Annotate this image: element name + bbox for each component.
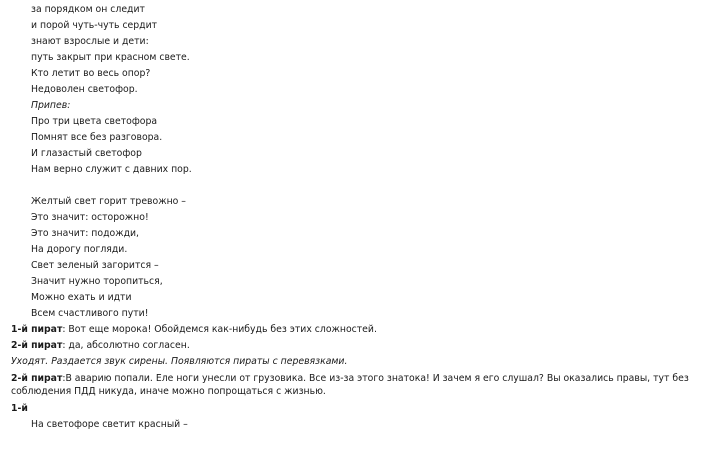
verse-line: Значит нужно торопиться, xyxy=(31,276,163,287)
chorus-line: Нам верно служит с давних пор. xyxy=(31,164,192,175)
chorus-label: Припев: xyxy=(31,100,71,111)
speech-text: : да, абсолютно согласен. xyxy=(62,340,190,351)
chorus-line: И глазастый светофор xyxy=(31,148,142,159)
speech-text: :В аварию попали. Еле ноги унесли от грузовика. Все из-за этого знатока! И зачем я его слушал? Вы оказались правы, тут без соблюдения ПДД никуда, иначе можно попрощаться с жизнью. xyxy=(11,373,689,397)
verse-line: Всем счастливого пути! xyxy=(31,308,149,319)
verse-line: знают взрослые и дети: xyxy=(31,36,149,47)
verse-line: Это значит: осторожно! xyxy=(31,212,149,223)
chorus-line: Помнят все без разговора. xyxy=(31,132,163,143)
chorus-line: Про три цвета светофора xyxy=(31,116,158,127)
verse-line: и порой чуть-чуть сердит xyxy=(31,20,158,31)
verse-line: На светофоре светит красный – xyxy=(31,419,188,430)
verse-line: Это значит: подожди, xyxy=(31,228,139,239)
speech-text: : Вот еще морока! Обойдемся как-нибудь без этих сложностей. xyxy=(62,324,377,335)
verse-line: Свет зеленый загорится – xyxy=(31,260,159,271)
speaker-name: 1-й xyxy=(11,403,28,414)
verse-line: На дорогу погляди. xyxy=(31,244,128,255)
speaker-name: 1-й пират xyxy=(11,324,63,335)
dialogue-line xyxy=(11,403,28,415)
speaker-name: 2-й пират xyxy=(11,340,63,351)
stage-direction: Уходят. Раздается звук сирены. Появляются пираты с перевязками. xyxy=(11,356,348,367)
dialogue-line xyxy=(11,372,701,398)
verse-line: путь закрыт при красном свете. xyxy=(31,52,190,63)
verse-line: за порядком он следит xyxy=(31,4,145,15)
dialogue-line xyxy=(11,340,190,352)
verse-line: Кто летит во весь опор? xyxy=(31,68,151,79)
verse-line: Можно ехать и идти xyxy=(31,292,132,303)
verse-line: Недоволен светофор. xyxy=(31,84,138,95)
verse-line: Желтый свет горит тревожно – xyxy=(31,196,186,207)
speaker-name: 2-й пират xyxy=(11,373,63,384)
dialogue-line xyxy=(11,324,377,336)
